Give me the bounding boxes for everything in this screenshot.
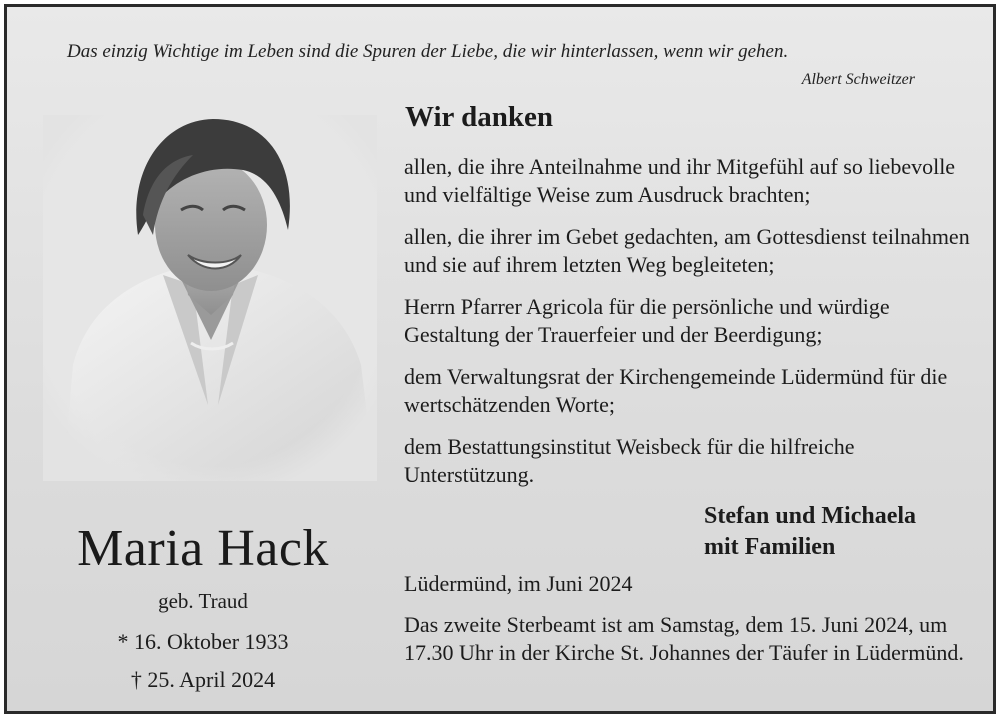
obituary-frame [4, 4, 996, 714]
portrait-photo-icon [43, 115, 377, 481]
signers-line-2: mit Familien [704, 534, 836, 560]
death-date: † 25. April 2024 [130, 667, 276, 692]
quote-author: Albert Schweitzer [801, 71, 915, 88]
signers [704, 501, 916, 563]
thanks-heading: Wir danken [405, 101, 554, 133]
born-name: geb. Traud [158, 589, 248, 613]
thanks-paragraph: dem Verwaltungsrat der Kirchengemeinde Lüdermünd für die wertschätzenden Worte; [404, 364, 948, 417]
service-note: Das zweite Sterbeamt ist am Samstag, dem 15. Juni 2024, um 17.30 Uhr in der Kirche St. Johannes der Täufer in Lüdermünd. [404, 612, 964, 665]
signers-line-1: Stefan und Michaela [704, 503, 917, 529]
portrait-photo [43, 115, 377, 481]
thanks-paragraph: allen, die ihrer im Gebet gedachten, am Gottesdienst teilnahmen und sie auf ihrem letzten Weg begleiteten; [404, 224, 970, 277]
thanks-paragraph: Herrn Pfarrer Agricola für die persönliche und würdige Gestaltung der Trauerfeier und der Beerdigung; [404, 294, 890, 347]
thanks-paragraph: allen, die ihre Anteilnahme und ihr Mitgefühl auf so liebevolle und vielfältige Weise zum Ausdruck brachten; [404, 154, 956, 207]
deceased-name: Maria Hack [77, 520, 329, 577]
birth-date: * 16. Oktober 1933 [117, 629, 289, 654]
quote-text: Das einzig Wichtige im Leben sind die Spuren der Liebe, die wir hinterlassen, wenn wir gehen. [67, 41, 789, 62]
thanks-paragraph: dem Bestattungsinstitut Weisbeck für die hilfreiche Unterstützung. [404, 434, 855, 487]
place-date: Lüdermünd, im Juni 2024 [404, 571, 633, 596]
